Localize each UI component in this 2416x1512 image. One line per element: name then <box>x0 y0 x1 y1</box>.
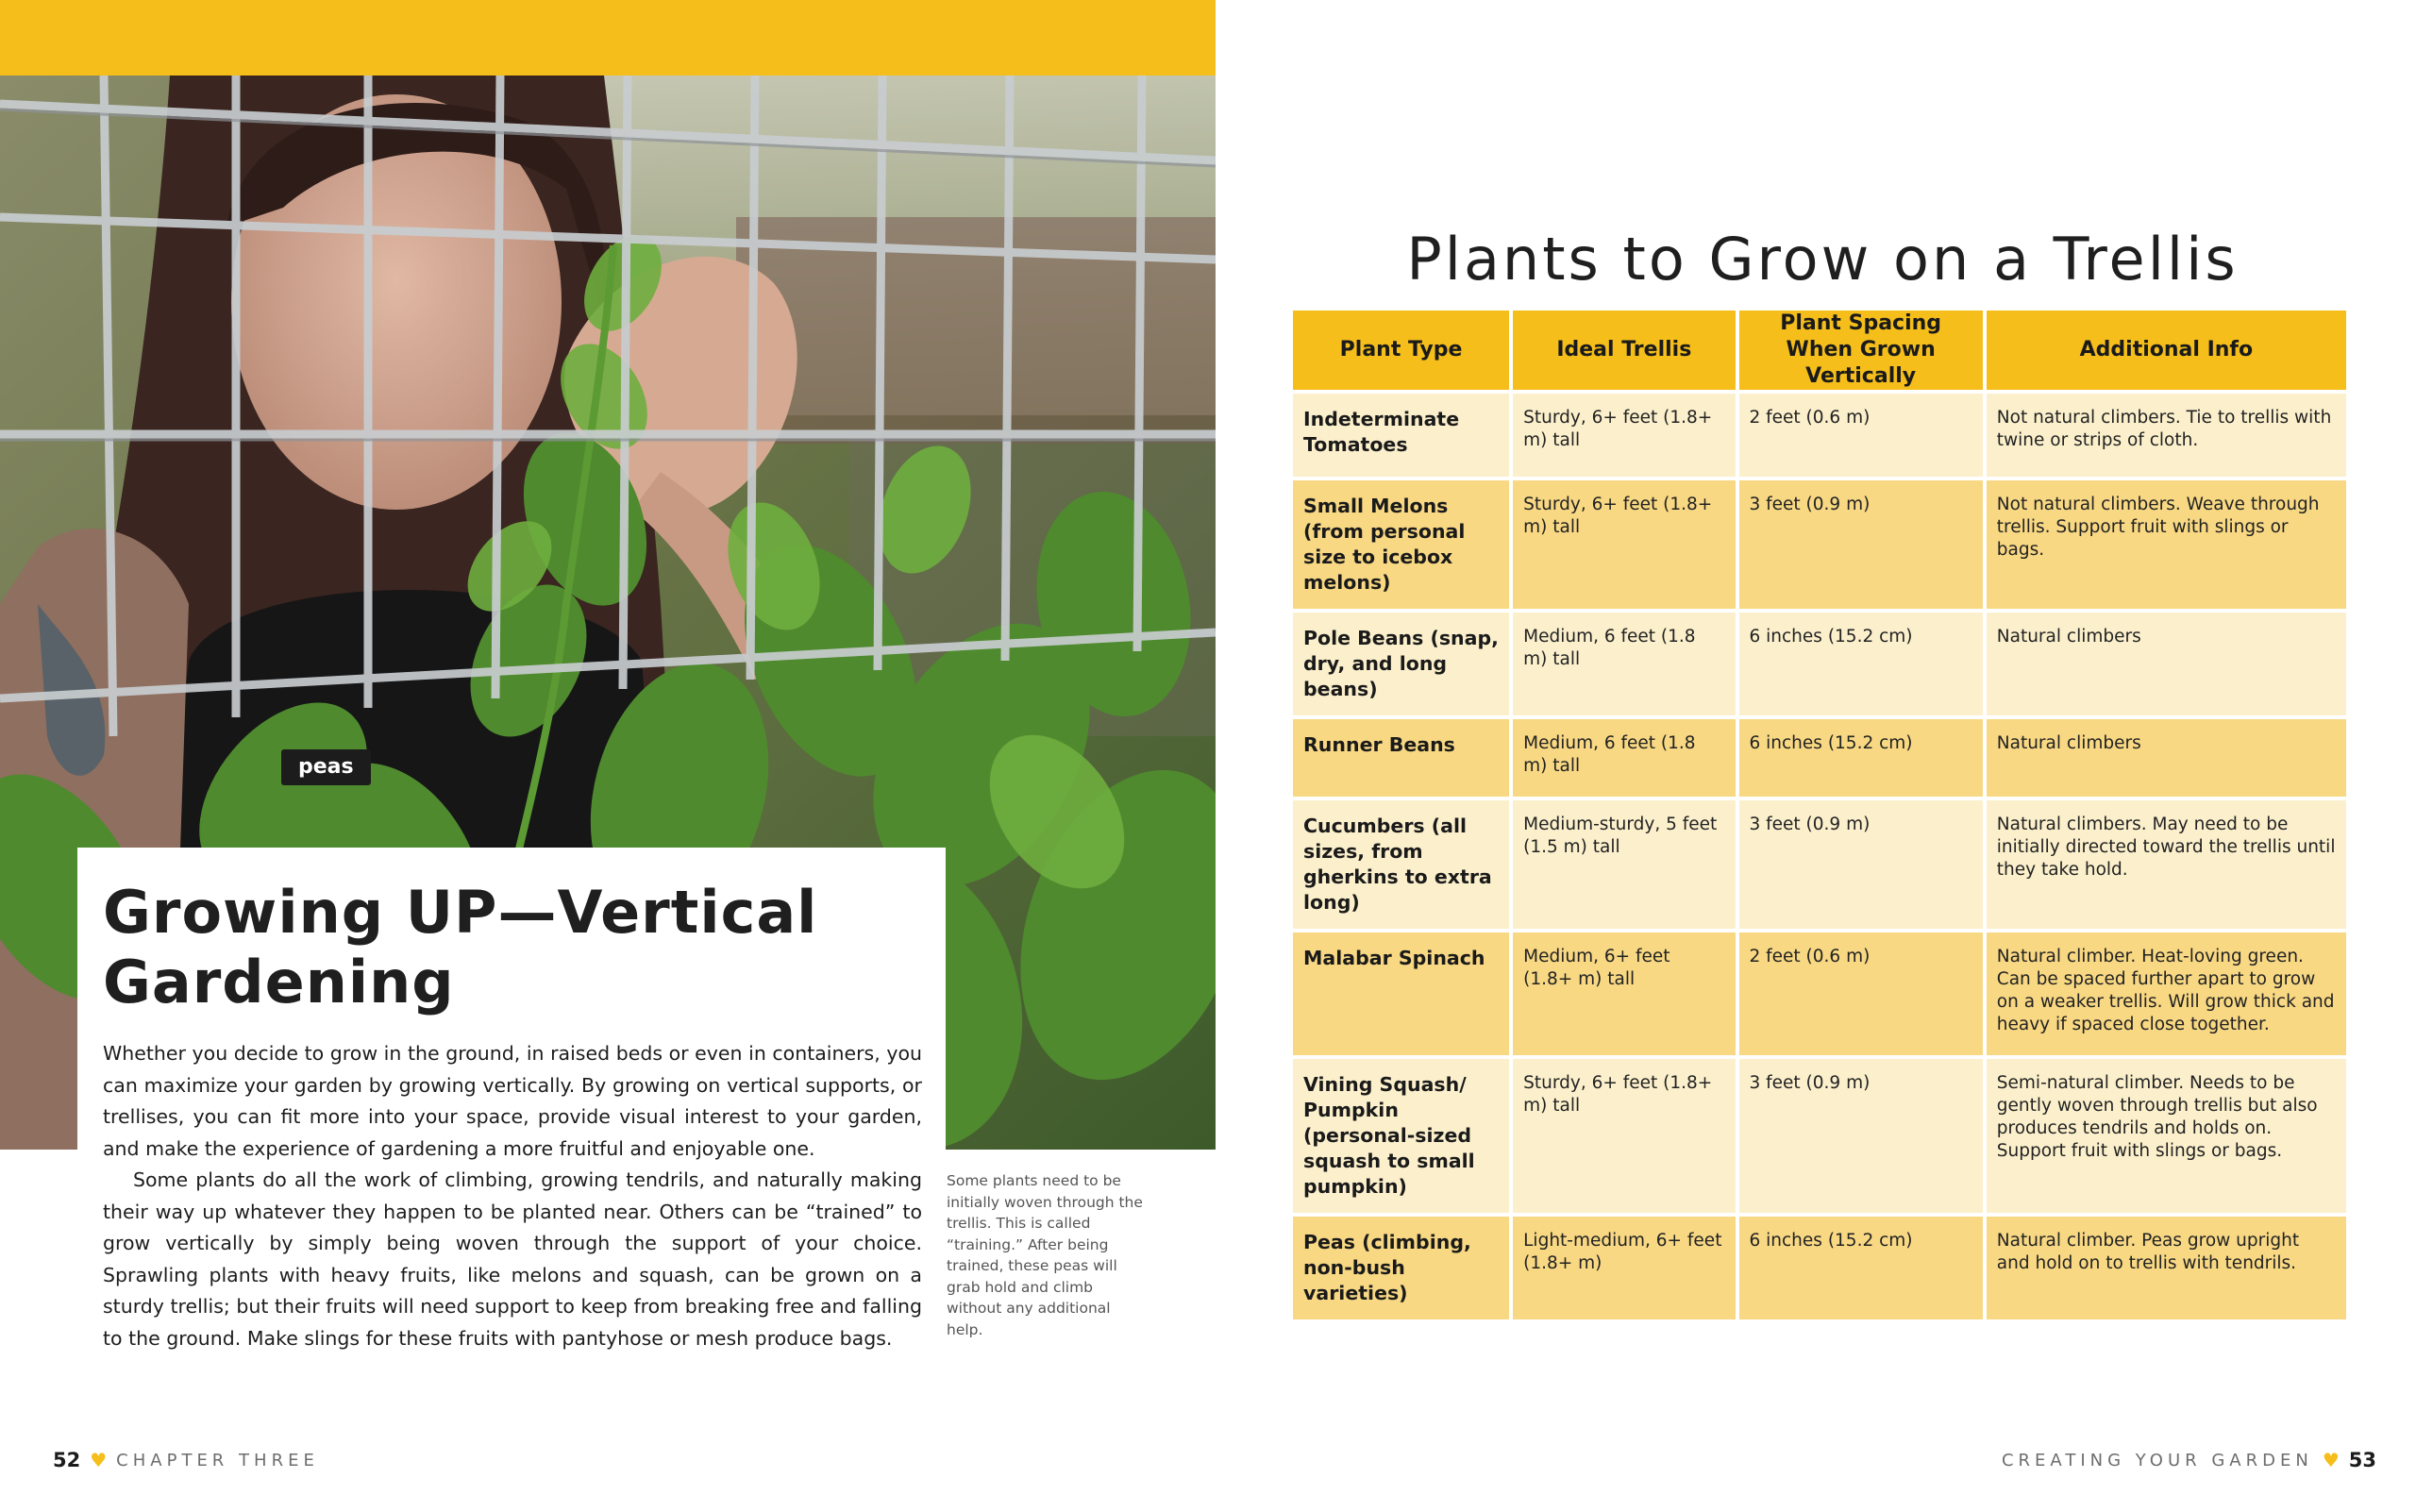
trellis-table <box>1289 307 2350 1323</box>
spacing-cell: 3 feet (0.9 m) <box>1739 1059 1983 1213</box>
photo-caption: Some plants need to be initially woven through the trellis. This is called “training.” After being trained, these peas will grab hold and climb without any additional help. <box>947 1172 1143 1338</box>
body-paragraph: Some plants do all the work of climbing, growing tendrils, and naturally making their way up whatever they happen to be planted near. Others can be “trained” to grow vertically by simply being woven through the support of your choice. Sprawling plants with heavy fruits, like melons and squash, can be grown on a sturdy trellis; but their fruits will need support to keep from breaking free and falling to the ground. Make slings for these fruits with pantyhose or mesh produce bags. <box>103 1168 922 1350</box>
spacing-cell: 2 feet (0.6 m) <box>1739 394 1983 477</box>
info-cell: Not natural climbers. Tie to trellis with twine or strips of cloth. <box>1987 394 2346 477</box>
spacing-cell: 6 inches (15.2 cm) <box>1739 1217 1983 1319</box>
table-row <box>1293 932 2346 1055</box>
heart-icon: ♥ <box>2322 1449 2340 1471</box>
spacing-cell: 6 inches (15.2 cm) <box>1739 719 1983 797</box>
article-body <box>103 1038 922 1354</box>
spacing-cell: 6 inches (15.2 cm) <box>1739 613 1983 715</box>
footer-left <box>53 1446 319 1474</box>
column-header: Plant Type <box>1293 311 1509 390</box>
page-number: 52 <box>53 1449 81 1471</box>
column-header: Additional Info <box>1987 311 2346 390</box>
trellis-cell: Medium, 6+ feet (1.8+ m) tall <box>1513 932 1735 1055</box>
info-cell: Natural climber. Heat-loving green. Can be spaced further apart to grow on a weaker trellis. Will grow thick and heavy if spaced close together. <box>1987 932 2346 1055</box>
plant-type-cell: Peas (climbing, non-bush varieties) <box>1293 1217 1509 1319</box>
table-row <box>1293 480 2346 609</box>
column-header: Plant Spacing When Grown Vertically <box>1739 311 1983 390</box>
heart-icon: ♥ <box>90 1449 108 1471</box>
plant-type-cell: Runner Beans <box>1293 719 1509 797</box>
table-header-row <box>1293 311 2346 390</box>
column-header: Ideal Trellis <box>1513 311 1735 390</box>
body-paragraph: Whether you decide to grow in the ground, in raised beds or even in containers, you can maximize your garden by growing vertically. By growing on vertical supports, or trellises, you can fit more into your space, provide visual interest to your garden, and make the experience of gardening a more fruitful and enjoyable one. <box>103 1042 922 1160</box>
plant-type-cell: Cucumbers (all sizes, from gherkins to extra long) <box>1293 800 1509 929</box>
info-cell: Natural climber. Peas grow upright and hold on to trellis with tendrils. <box>1987 1217 2346 1319</box>
trellis-cell: Medium, 6 feet (1.8 m) tall <box>1513 719 1735 797</box>
trellis-cell: Sturdy, 6+ feet (1.8+ m) tall <box>1513 480 1735 609</box>
running-footer: CREATING YOUR GARDEN <box>2001 1450 2313 1470</box>
footer-right <box>2002 1446 2376 1474</box>
trellis-cell: Light-medium, 6+ feet (1.8+ m) <box>1513 1217 1735 1319</box>
top-yellow-band <box>0 0 1216 76</box>
table-row <box>1293 394 2346 477</box>
spacing-cell: 3 feet (0.9 m) <box>1739 800 1983 929</box>
trellis-cell: Medium-sturdy, 5 feet (1.5 m) tall <box>1513 800 1735 929</box>
plant-type-cell: Malabar Spinach <box>1293 932 1509 1055</box>
info-cell: Natural climbers <box>1987 613 2346 715</box>
table-title: Plants to Grow on a Trellis <box>1406 225 2239 294</box>
table-row <box>1293 613 2346 715</box>
page-number: 53 <box>2348 1449 2376 1471</box>
table-row <box>1293 719 2346 797</box>
trellis-cell: Sturdy, 6+ feet (1.8+ m) tall <box>1513 1059 1735 1213</box>
plant-type-cell: Small Melons (from personal size to icebox melons) <box>1293 480 1509 609</box>
article-headline: Growing UP—Vertical Gardening <box>103 878 818 1016</box>
trellis-cell: Sturdy, 6+ feet (1.8+ m) tall <box>1513 394 1735 477</box>
info-cell: Natural climbers. May need to be initially directed toward the trellis until they take hold. <box>1987 800 2346 929</box>
running-footer: CHAPTER THREE <box>116 1450 319 1470</box>
spacing-cell: 2 feet (0.6 m) <box>1739 932 1983 1055</box>
table-row <box>1293 1217 2346 1319</box>
info-cell: Natural climbers <box>1987 719 2346 797</box>
plant-type-cell: Vining Squash/ Pumpkin (personal-sized squash to small pumpkin) <box>1293 1059 1509 1213</box>
table-row <box>1293 1059 2346 1213</box>
info-cell: Not natural climbers. Weave through trellis. Support fruit with slings or bags. <box>1987 480 2346 609</box>
plant-type-cell: Indeterminate Tomatoes <box>1293 394 1509 477</box>
photo-label-tag: peas <box>281 749 371 785</box>
info-cell: Semi-natural climber. Needs to be gently woven through trellis but also produces tendrils and holds on. Support fruit with slings or bags. <box>1987 1059 2346 1213</box>
spacing-cell: 3 feet (0.9 m) <box>1739 480 1983 609</box>
plant-type-cell: Pole Beans (snap, dry, and long beans) <box>1293 613 1509 715</box>
table-row <box>1293 800 2346 929</box>
trellis-cell: Medium, 6 feet (1.8 m) tall <box>1513 613 1735 715</box>
